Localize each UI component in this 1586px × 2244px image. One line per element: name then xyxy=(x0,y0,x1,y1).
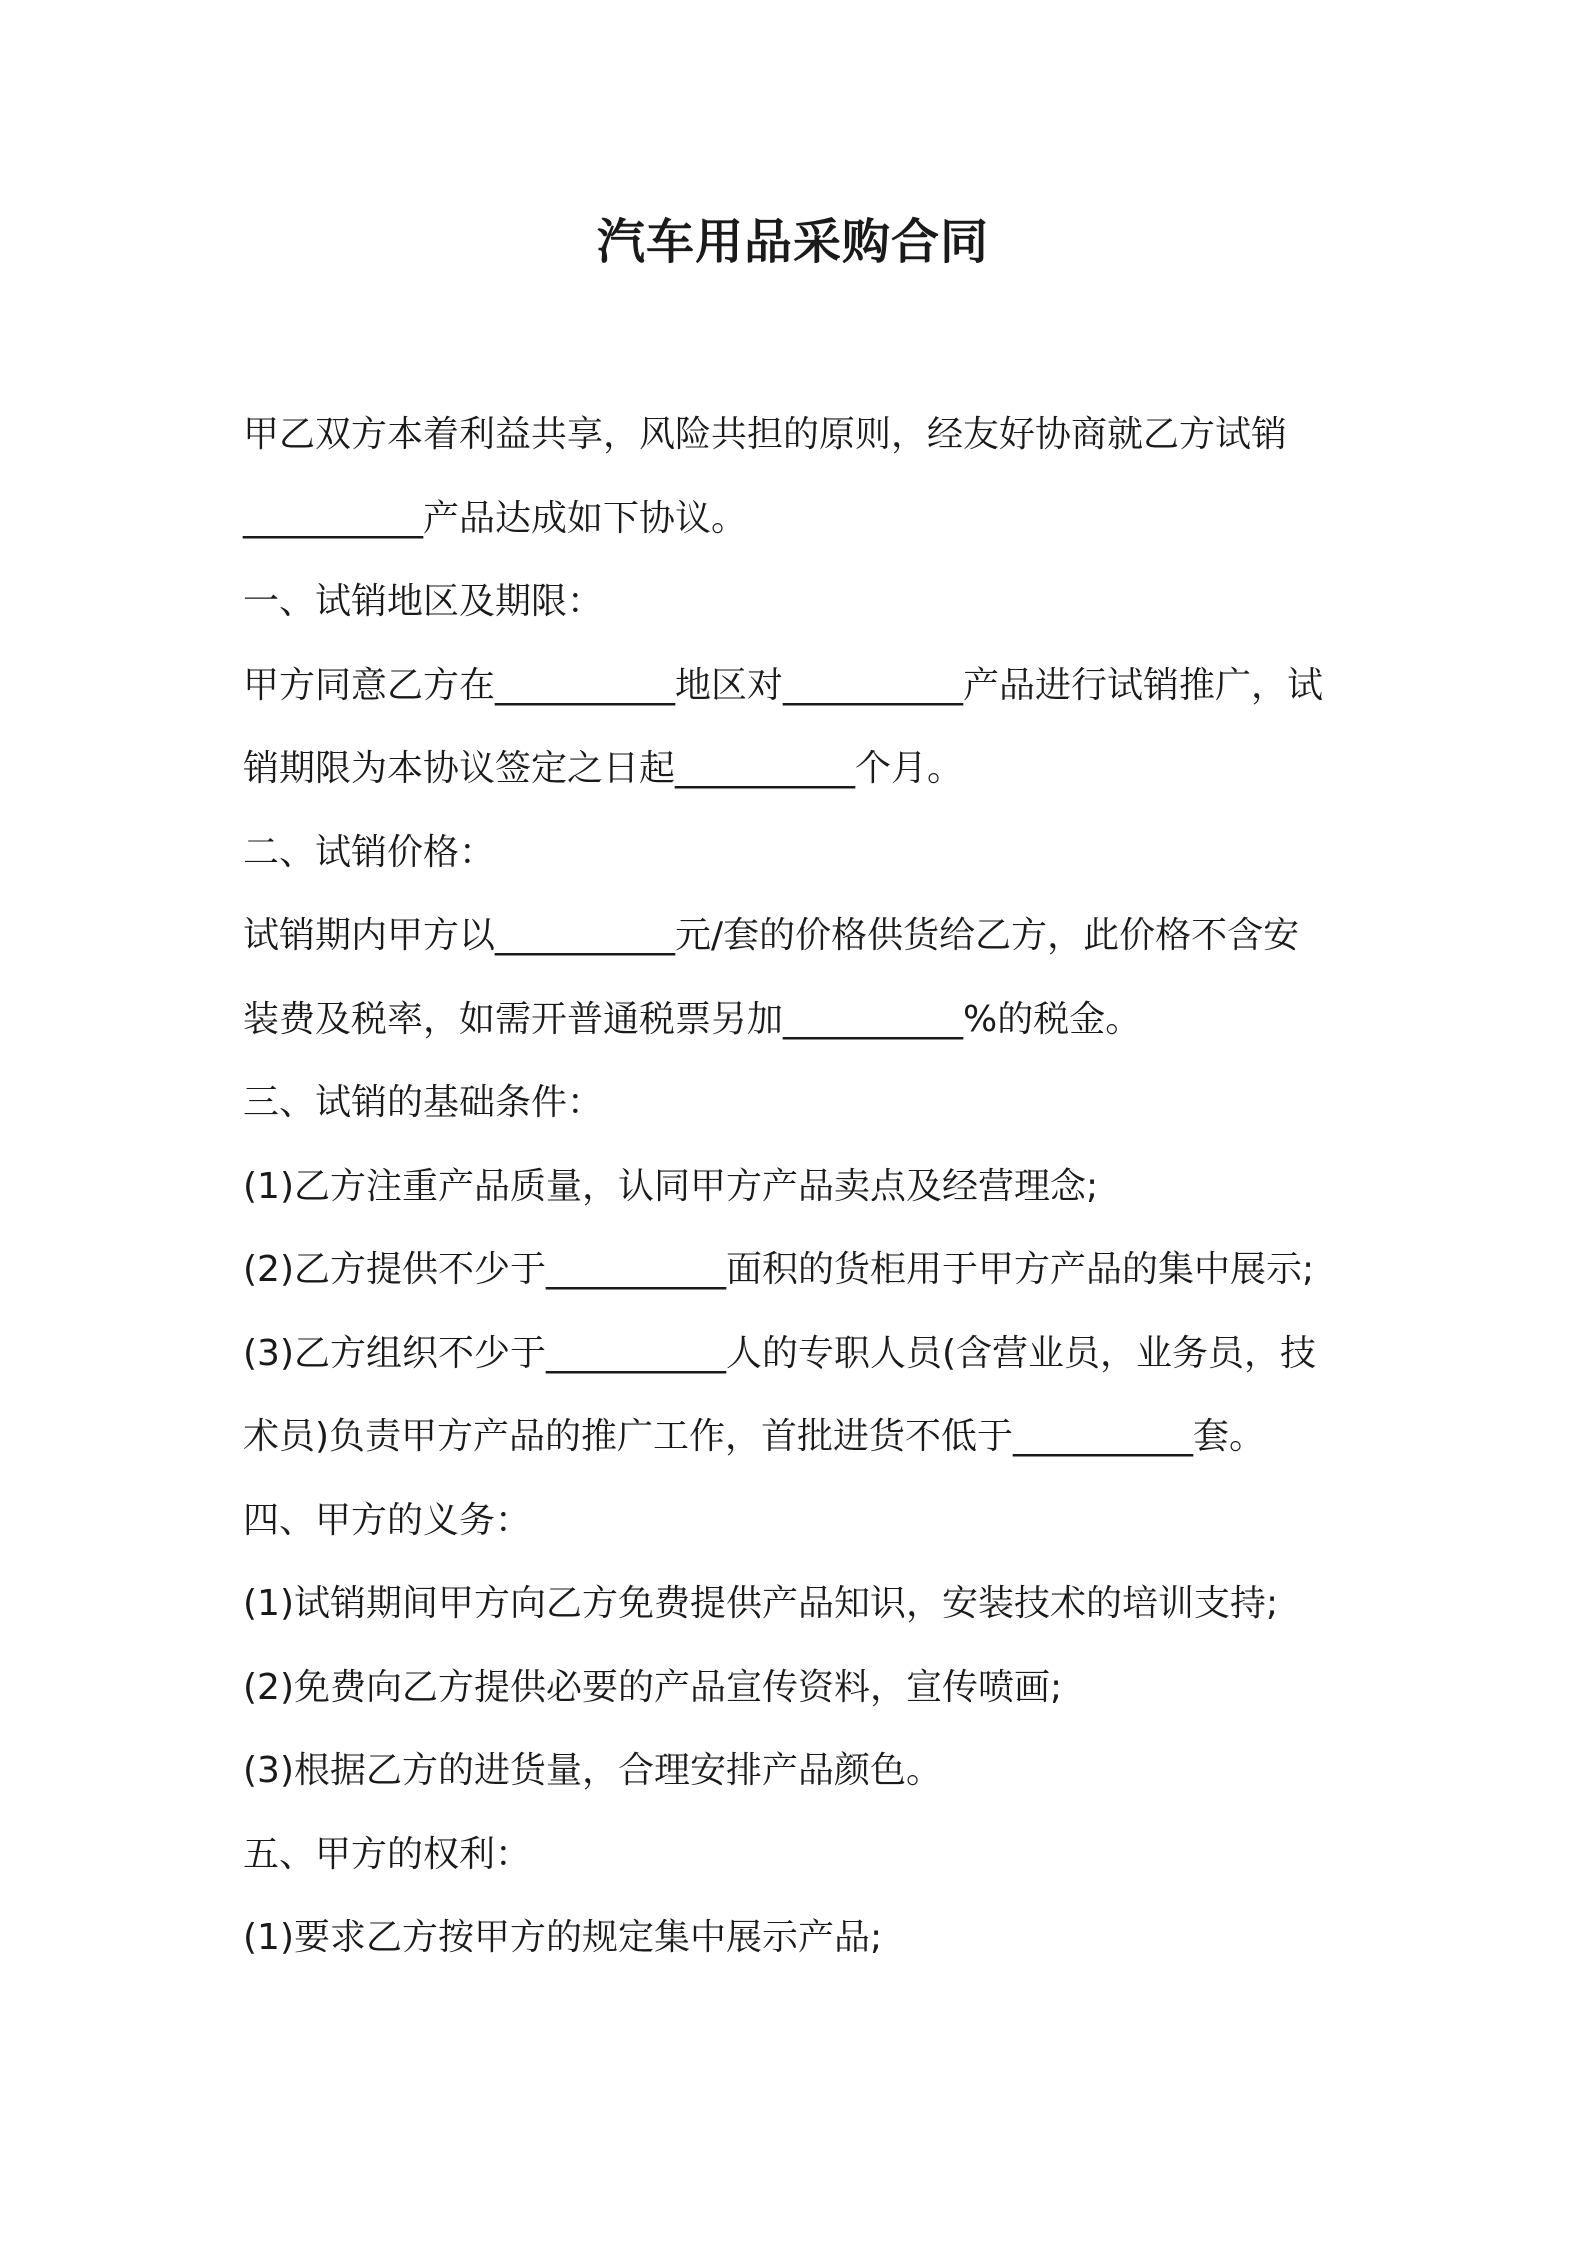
list-item: (3)根据乙方的进货量，合理安排产品颜色。 xyxy=(243,1750,942,1791)
section-heading: 一、试销地区及期限： xyxy=(243,581,604,622)
paragraph-line: 销期限为本协议签定之日起__________个月。 xyxy=(243,748,964,789)
document-body xyxy=(243,405,1353,1992)
list-item: 术员)负责甲方产品的推广工作，首批进货不低于__________套。 xyxy=(243,1416,1266,1457)
list-item: (2)乙方提供不少于__________面积的货柜用于甲方产品的集中展示; xyxy=(243,1249,1315,1290)
document-title: 汽车用品采购合同 xyxy=(596,214,989,270)
paragraph-line: 装费及税率，如需开普通税票另加__________%的税金。 xyxy=(243,998,1142,1040)
section-heading: 四、甲方的义务： xyxy=(243,1499,532,1541)
paragraph-line: 甲方同意乙方在__________地区对__________产品进行试销推广，试 xyxy=(243,664,1324,706)
list-item: (3)乙方组织不少于__________人的专职人员(含营业员，业务员，技 xyxy=(243,1332,1317,1374)
section-heading: 三、试销的基础条件： xyxy=(243,1082,604,1123)
section-heading: 二、试销价格： xyxy=(243,831,496,873)
section-heading: 五、甲方的权利： xyxy=(243,1833,532,1875)
paragraph-line: __________产品达成如下协议。 xyxy=(243,497,748,539)
paragraph-line: 甲乙双方本着利益共享，风险共担的原则，经友好协商就乙方试销 xyxy=(243,414,1288,455)
list-item: (2)免费向乙方提供必要的产品宣传资料，宣传喷画; xyxy=(243,1666,1063,1708)
list-item: (1)乙方注重产品质量，认同甲方产品卖点及经营理念; xyxy=(243,1165,1099,1207)
list-item: (1)试销期间甲方向乙方免费提供产品知识，安装技术的培训支持; xyxy=(243,1583,1279,1624)
paragraph-line: 试销期内甲方以__________元/套的价格供货给乙方，此价格不含安 xyxy=(243,915,1300,956)
list-item: (1)要求乙方按甲方的规定集中展示产品; xyxy=(243,1917,883,1958)
